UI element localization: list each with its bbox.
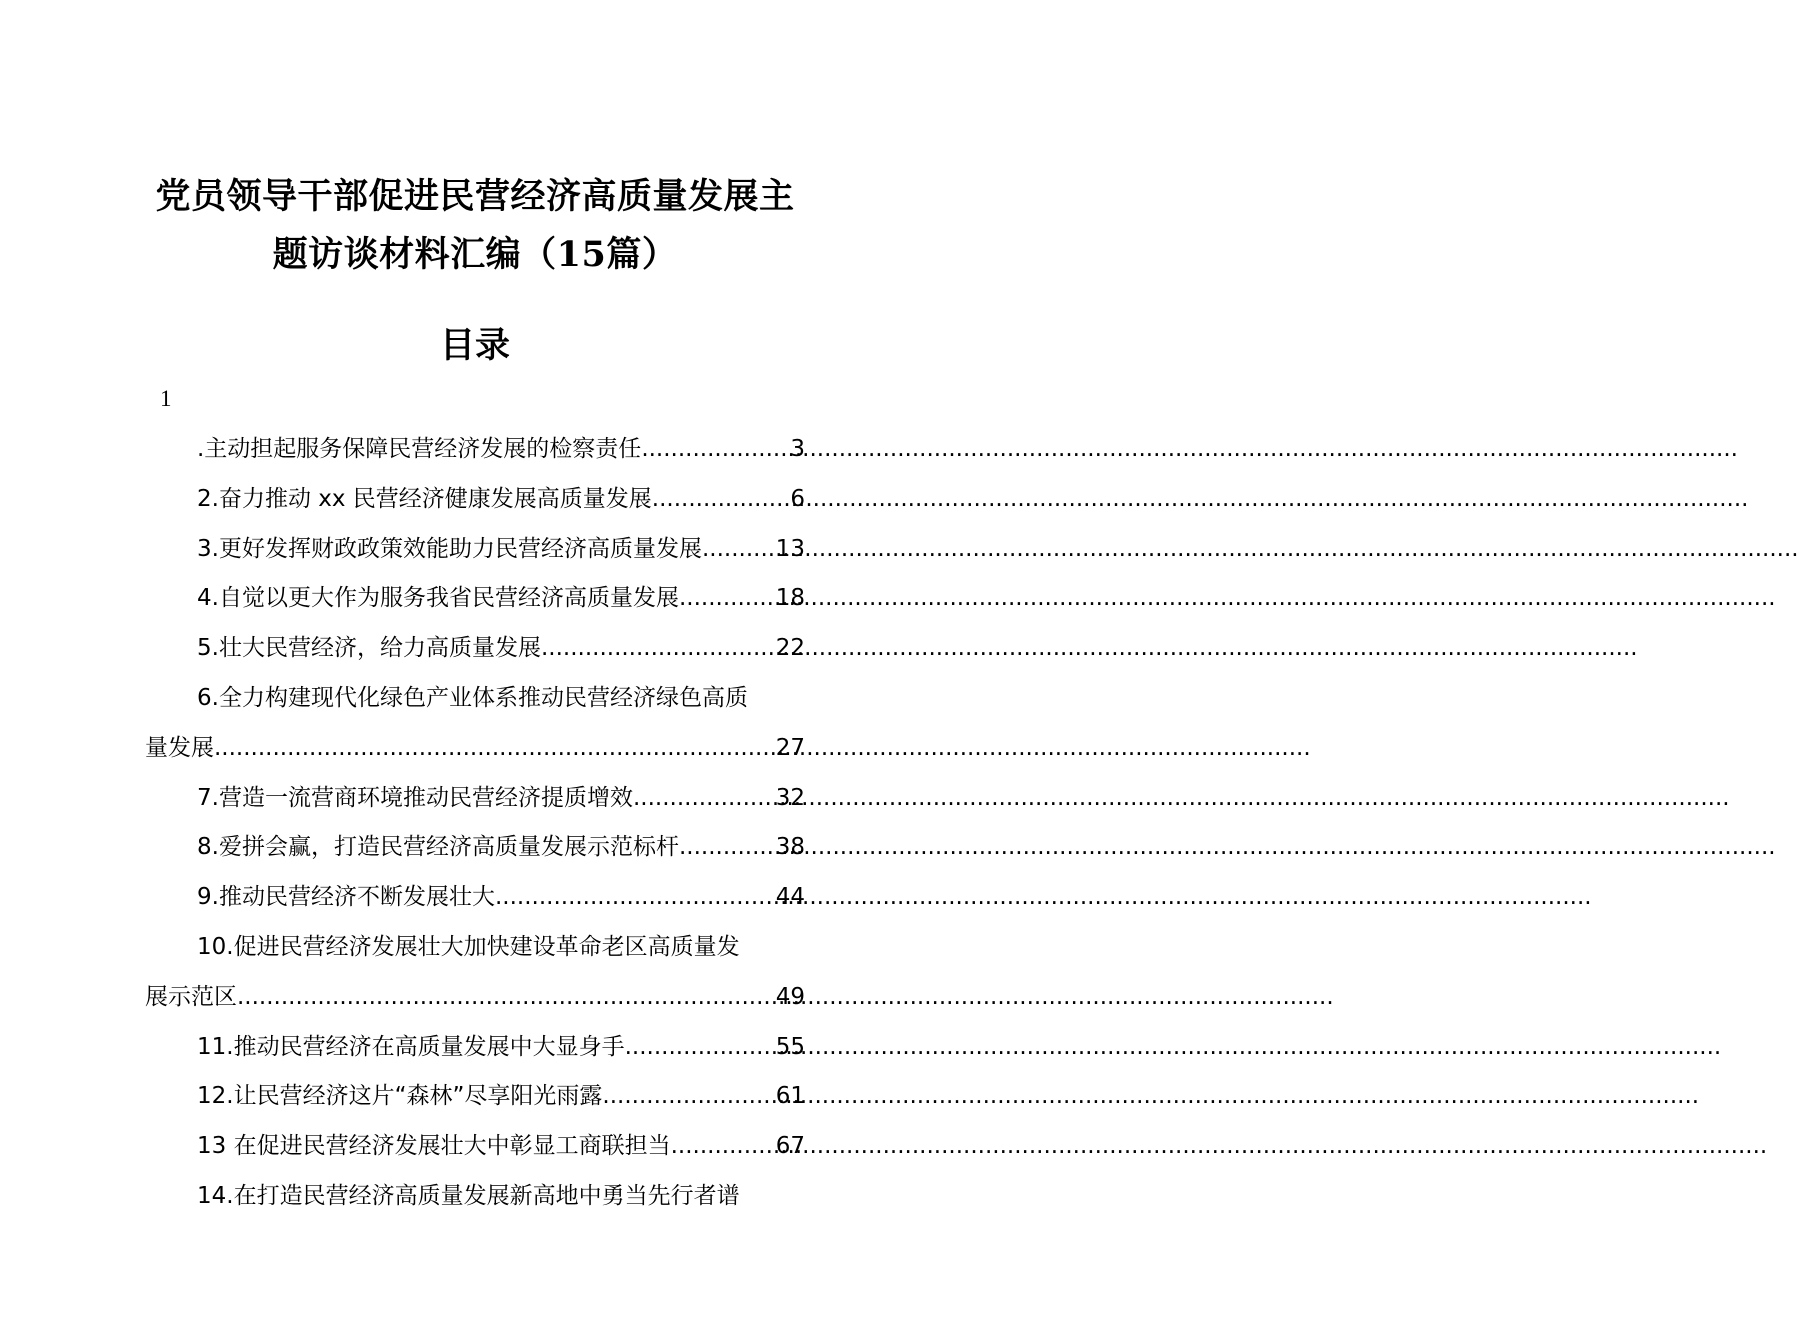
toc-entry[interactable] [145, 923, 805, 1023]
toc-page-number: 49 [775, 983, 805, 1010]
toc-page-number: 6 [790, 485, 805, 512]
document-title [145, 168, 805, 284]
toc-page-number: 18 [775, 585, 805, 612]
document-title-line-1: 党员领导干部促进民营经济高质量发展主 [155, 176, 795, 217]
toc-entry[interactable] [145, 674, 805, 774]
toc-page-number: 32 [775, 784, 805, 811]
toc-entry-title: 14.在打造民营经济高质量发展新高地中勇当先行者谱 [197, 1182, 740, 1209]
toc-page-number: 38 [775, 834, 805, 861]
toc-leader-dots [652, 475, 791, 525]
toc-entry[interactable] [145, 624, 805, 674]
toc-entry-title: 4.自觉以更大作为服务我省民营经济高质量发展 [197, 585, 679, 612]
toc-heading: 目录 [439, 325, 510, 366]
toc-entry-title: 11.推动民营经济在高质量发展中大显身手 [197, 1033, 625, 1060]
table-of-contents [145, 425, 805, 1222]
toc-entry-title: 2.奋力推动 xx 民营经济健康发展高质量发展 [197, 485, 652, 512]
toc-page-number: 44 [775, 884, 805, 911]
toc-entry[interactable] [145, 475, 805, 525]
toc-entry-title: 6.全力构建现代化绿色产业体系推动民营经济绿色高质 [197, 684, 748, 711]
toc-entry-title: 9.推动民营经济不断发展壮大 [197, 884, 495, 911]
toc-entry[interactable] [145, 1122, 805, 1172]
toc-page-number: 22 [775, 635, 805, 662]
toc-leader-dots [495, 873, 776, 923]
toc-leader-dots [237, 973, 776, 1023]
toc-entry[interactable] [145, 774, 805, 824]
toc-entry[interactable] [145, 574, 805, 624]
toc-entry[interactable] [145, 525, 805, 575]
toc-page-number: 67 [775, 1133, 805, 1160]
toc-entry[interactable] [145, 873, 805, 923]
toc-entry[interactable] [145, 1172, 805, 1222]
toc-entry[interactable] [145, 1072, 805, 1122]
toc-leader-dots [633, 774, 776, 824]
toc-leader-dots [214, 724, 776, 774]
toc-entry-title: 12.让民营经济这片“森林”尽享阳光雨露 [197, 1083, 603, 1110]
toc-leader-dots [541, 624, 776, 674]
toc-page-number: 55 [775, 1033, 805, 1060]
toc-leader-dots [671, 1122, 776, 1172]
document-title-line-2: 题访谈材料汇编（15篇） [272, 234, 678, 275]
toc-entry-title: 10.促进民营经济发展壮大加快建设革命老区高质量发 [197, 933, 740, 960]
toc-entry-title: 5.壮大民营经济，给力高质量发展 [197, 635, 541, 662]
toc-entry-title: 13 在促进民营经济发展壮大中彰显工商联担当 [197, 1133, 671, 1160]
toc-page-number: 61 [775, 1083, 805, 1110]
toc-leader-dots [625, 1023, 776, 1073]
toc-leader-dots [602, 1072, 775, 1122]
toc-marker: 1 [160, 386, 172, 411]
toc-page-number: 13 [775, 535, 805, 562]
toc-entry-title-continued: 量发展 [145, 734, 214, 761]
toc-entry[interactable] [145, 823, 805, 873]
toc-leader-dots [679, 574, 776, 624]
toc-entry[interactable] [145, 425, 805, 475]
toc-page-number: 27 [775, 734, 805, 761]
toc-entry-title: 8.爱拼会赢，打造民营经济高质量发展示范标杆 [197, 834, 679, 861]
toc-entry[interactable] [145, 1023, 805, 1073]
toc-entry-title-continued: 展示范区 [145, 983, 237, 1010]
toc-entry-title: 7.营造一流营商环境推动民营经济提质增效 [197, 784, 633, 811]
toc-entry-title: .主动担起服务保障民营经济发展的检察责任 [197, 436, 642, 462]
toc-entry-title: 3.更好发挥财政政策效能助力民营经济高质量发展 [197, 535, 702, 562]
toc-leader-dots [679, 823, 776, 873]
toc-leader-dots [702, 525, 776, 575]
toc-leader-dots [641, 425, 790, 475]
toc-page-number: 3 [790, 436, 805, 462]
